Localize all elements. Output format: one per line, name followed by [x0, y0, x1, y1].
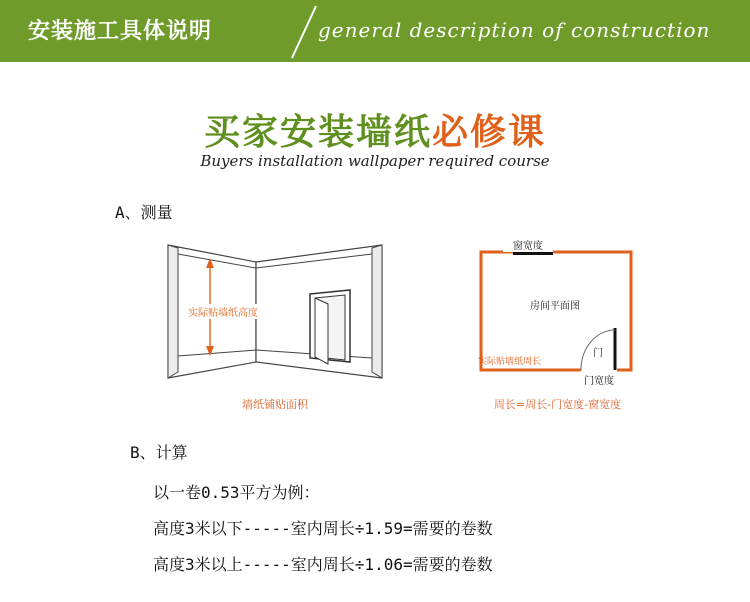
room-plan-label: 房间平面图	[530, 301, 580, 312]
door-label: 门	[593, 348, 603, 359]
title-part-2: 安装墙纸	[279, 112, 432, 153]
perimeter-label: 实际贴墙纸周长	[478, 357, 542, 367]
left-diagram-caption: 墙纸铺贴面积	[242, 398, 308, 411]
title-part-1: 买家	[203, 112, 280, 153]
height-label: 实际贴墙纸高度	[183, 304, 263, 319]
calc-example-line: 以一卷0.53平方为例：	[153, 483, 320, 502]
right-diagram-caption: 周长=周长-门宽度-窗宽度	[493, 398, 622, 411]
section-b-label: B、计算	[130, 443, 188, 462]
header-left-title: 安装施工具体说明	[28, 19, 213, 44]
section-a-label: A、测量	[115, 203, 173, 222]
header-right-title: general description of construction	[318, 18, 711, 42]
title-part-3: 必修课	[432, 112, 547, 153]
window-width-label: 窗宽度	[503, 237, 553, 252]
header-banner	[0, 0, 750, 62]
door-width-label: 门宽度	[574, 372, 624, 387]
calc-below-3m-line: 高度3米以下-----室内周长÷1.59=需要的卷数	[153, 519, 493, 538]
floor-plan-diagram	[475, 240, 640, 390]
page-subtitle: Buyers installation wallpaper required course	[200, 152, 550, 170]
page-title	[0, 104, 750, 155]
calc-above-3m-line: 高度3米以上-----室内周长÷1.06=需要的卷数	[153, 555, 493, 574]
